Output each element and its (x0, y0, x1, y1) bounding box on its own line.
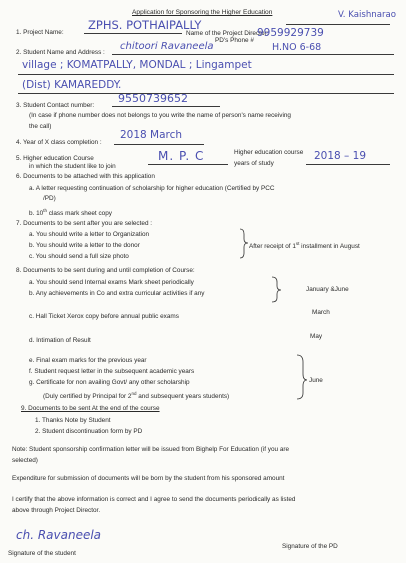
section-8-c-schedule: March (312, 309, 330, 316)
section-8-item-g-sub: (Duly certified by Principal for 2nd and subsequent years students) (43, 391, 230, 401)
section-6-item-a: a. A letter requesting continuation of scholarship for higher education (Certified by PCC (29, 185, 275, 192)
contact-note-1: (In case if phone number does not belongs to you write the name of person's name receiving (29, 112, 291, 119)
x-year-value: 2018 March (120, 129, 183, 141)
address-line-1: village ; KOMATPALLY, MONDAL ; Lingampet (22, 59, 252, 71)
certification-line-1: I certify that the above information is correct and I agree to send the documents periodically as listed (12, 496, 296, 503)
section-7-note: After receipt of 1st installment in August (249, 241, 360, 251)
director-label: Name of the Project Director: (186, 30, 269, 37)
study-years-value: 2018 – 19 (314, 150, 367, 162)
contact-value: 9550739652 (118, 92, 188, 105)
pd-phone-label: PD's Phone # (215, 37, 254, 44)
section-6-item-b: b. 10th class mark sheet copy (29, 208, 112, 218)
section-8-efg-schedule: June (309, 377, 323, 384)
section-7-item-c: c. You should send a full size photo (29, 253, 129, 260)
address-line-2: (Dist) KAMAREDDY. (22, 79, 122, 91)
section-7-item-b: b. You should write a letter to the donor (29, 242, 140, 249)
expenditure-note: Expenditure for submission of documents will be born by the student from his sponsored amount (12, 475, 285, 482)
section-8-d-schedule: May (310, 333, 323, 340)
course-label: 5. Higher education Course (16, 155, 94, 162)
brace-section-7 (240, 229, 248, 258)
student-name-value: chitoori Ravaneela (120, 41, 214, 52)
contact-note-2: the call) (29, 123, 52, 130)
brace-section-8-efg (297, 355, 307, 399)
confirmation-note-line-1: Note: Student sponsorship confirmation letter will be issued from Bighelp For Education (if you are (12, 446, 290, 453)
project-name-value: ZPHS. POTHAIPALLY (88, 18, 202, 32)
pd-phone-value: 9959929739 (257, 27, 324, 39)
student-signature-label: Signature of the student (8, 550, 76, 557)
section-8-item-a: a. You should send Internal exams Mark sheet periodically (29, 279, 194, 286)
section-9-item-2: 2. Student discontinuation form by PD (35, 428, 143, 435)
section-8-item-g: g. Certificate for non availing Govt/ any other scholarship (29, 379, 190, 386)
section-8-item-f: f. Student request letter in the subsequent academic years (29, 368, 195, 375)
project-name-label: 1. Project Name: (16, 29, 64, 36)
confirmation-note-line-2: selected) (12, 457, 38, 464)
section-6-heading: 6. Documents to be attached with this application (16, 173, 155, 180)
course-value: M. P. C (158, 149, 205, 163)
section-6-item-a-cont: /PD) (43, 195, 56, 202)
form-title: Application for Sponsoring the Higher Education (132, 9, 273, 16)
house-number-value: H.NO 6-68 (272, 42, 322, 53)
section-7-item-a: a. You should write a letter to Organization (29, 231, 150, 238)
study-years-label-1: Higher education course (234, 149, 304, 156)
x-year-label: 4. Year of X class completion : (16, 139, 102, 146)
section-9-heading: 9. Documents to be sent At the end of the course (21, 405, 160, 412)
section-8-item-c: c. Hall Ticket Xerox copy before annual public exams (29, 313, 179, 320)
director-value: V. Kaishnarao (338, 10, 397, 20)
course-sub-label: in which the student like to join (29, 163, 116, 170)
certification-line-2: above through Project Director. (12, 507, 101, 514)
section-7-heading: 7. Documents to be sent after you are selected : (16, 220, 153, 227)
section-8-ab-schedule: January &June (306, 286, 349, 293)
brace-section-8-ab (272, 277, 281, 302)
study-years-label-2: years of study (234, 160, 274, 167)
section-8-item-d: d. Intimation of Result (29, 337, 91, 344)
section-8-item-e: e. Final exam marks for the previous year (29, 357, 147, 364)
student-signature: ch. Ravaneela (16, 528, 102, 542)
student-name-label: 2. Student Name and Address : (16, 49, 105, 56)
pd-signature-label: Signature of the PD (282, 543, 338, 550)
section-8-item-b: b. Any achievements in Co and extra curricular activities if any (29, 290, 205, 297)
section-8-heading: 8. Documents to be sent during and until completion of Course: (16, 267, 195, 274)
contact-label: 3. Student Contact number: (16, 102, 95, 109)
section-9-item-1: 1. Thanks Note by Student (35, 417, 111, 424)
